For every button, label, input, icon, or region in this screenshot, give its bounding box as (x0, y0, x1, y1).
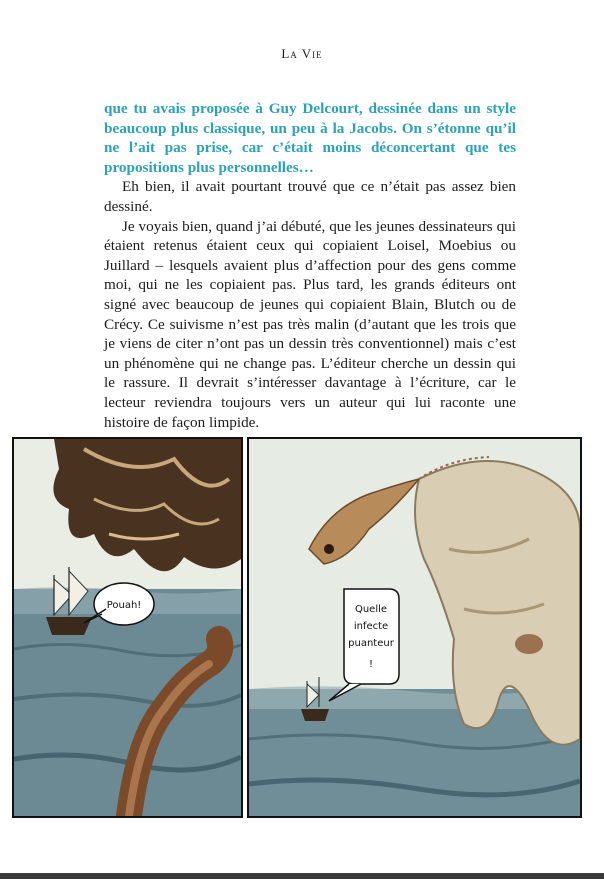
interview-question: que tu avais proposée à Guy Delcourt, dessinée dans un style beaucoup plus classique, un peu à la Jacobs. On s’étonne qu’il ne l’ait pas prise, car c’était moins déconcertant que tes propositions plus personnelles… (104, 100, 516, 176)
comic-illustration-right (249, 439, 580, 816)
comic-illustration-left (14, 439, 241, 816)
interview-text (104, 99, 516, 432)
running-head: La Vie (281, 46, 323, 61)
speech-line-2: infecte (353, 621, 389, 632)
speech-line-3: puanteur (348, 638, 394, 649)
comic-panel-left (12, 437, 243, 818)
answer-paragraph-1: Eh bien, il avait pourtant trouvé que ce n’était pas assez bien dessiné. (104, 178, 516, 215)
speech-line-1: Quelle (354, 604, 388, 615)
page-bottom-rule (0, 873, 604, 879)
comic-panel-right (247, 437, 582, 818)
answer-paragraph-2: Je voyais bien, quand j’ai débuté, que les jeunes dessinateurs qui étaient retenus étaient ceux qui copiaient Loisel, Moebius ou Juillard – lesquels avaient plus d’affection pour des gens comme moi, qui ne les copiaient pas. Plus tard, les grands éditeurs ont signé avec beaucoup de jeunes qui copiaient Blain, Blutch ou de Crécy. Ce suivisme n’est pas très malin (d’autant que les trois que je viens de citer n’ont pas un dessin très conventionnel) mais c’est un phénomène qui ne change pas. L’éditeur cherche un dessin qui le rassure. Il devrait s’intéresser davantage à l’écriture, car le lecteur reviendra toujours vers un auteur qui lui raconte une histoire de façon limpide. (104, 217, 516, 431)
speech-text-left: Pouah! (106, 600, 142, 611)
speech-line-4: ! (368, 659, 374, 670)
